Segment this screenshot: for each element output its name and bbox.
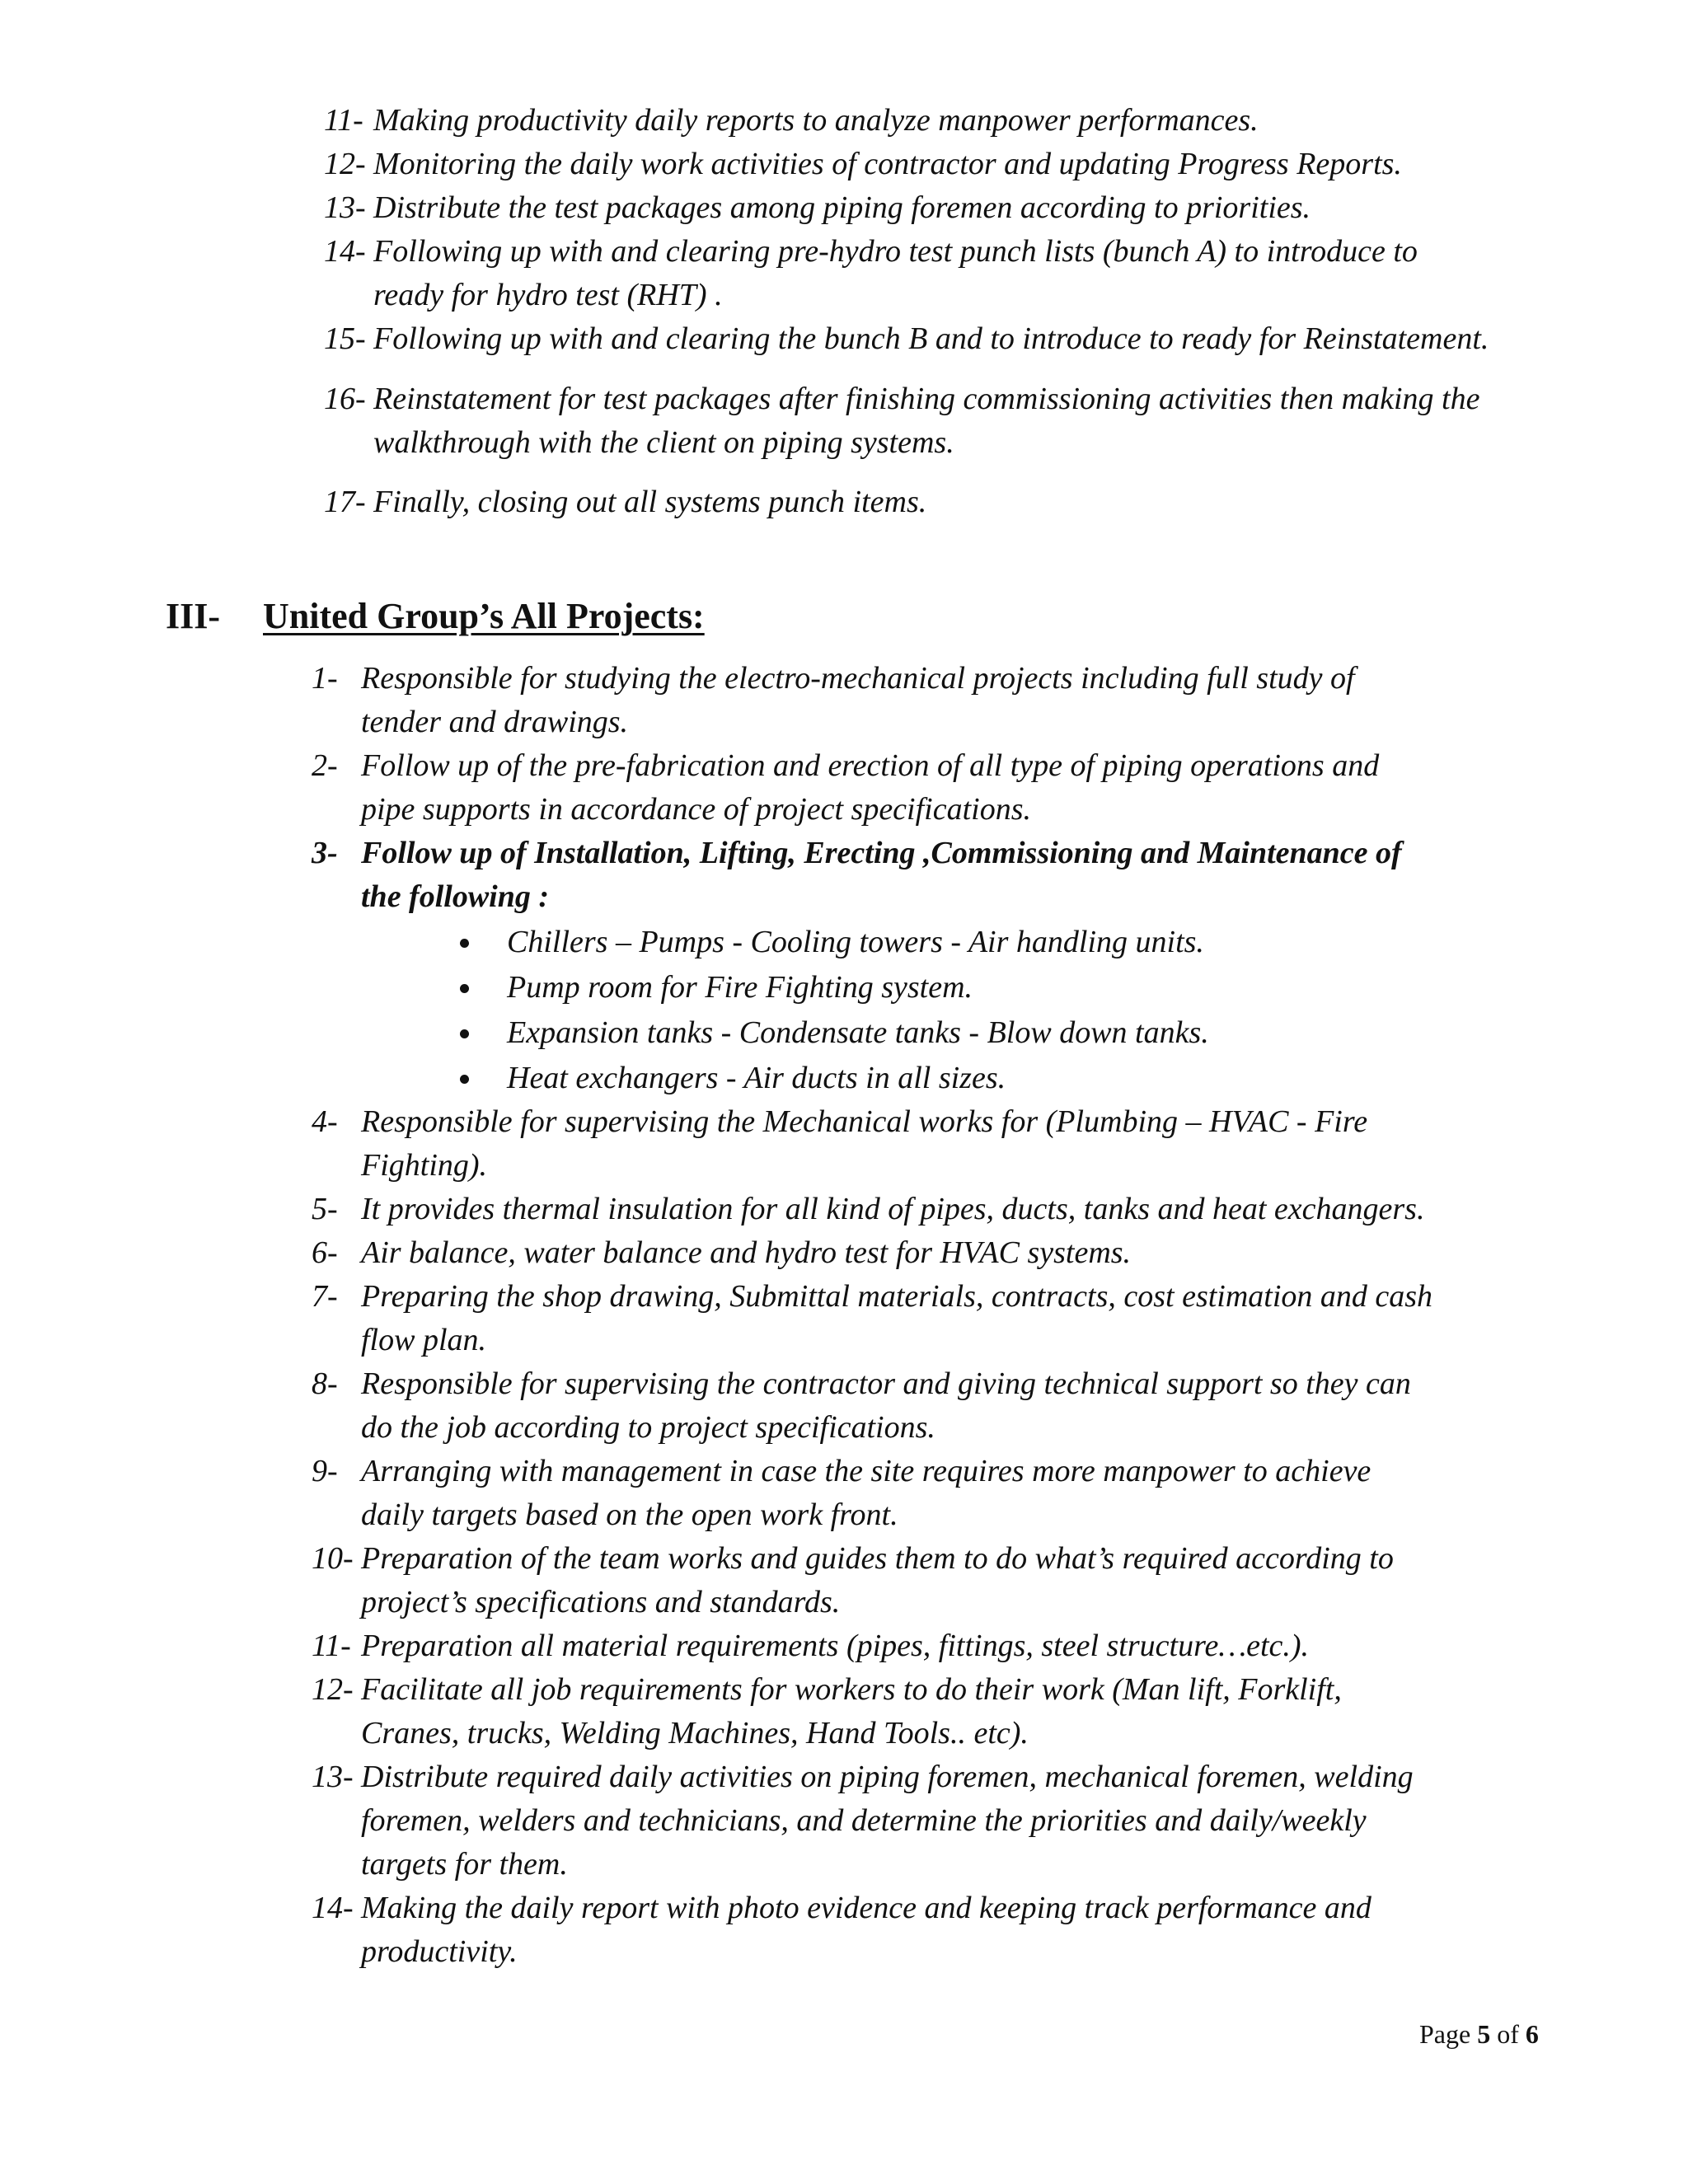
item-number: 14-: [324, 234, 366, 269]
list-item: [312, 1624, 1309, 1668]
item-number: 6-: [312, 1235, 338, 1270]
item-number: 5-: [312, 1192, 338, 1226]
item-text: Fighting).: [361, 1148, 488, 1183]
item-number: 4-: [312, 1104, 338, 1139]
item-text: productivity.: [361, 1934, 518, 1969]
bullet-text: Expansion tanks - Condensate tanks - Blow down tanks.: [507, 1015, 1209, 1050]
list-item: [312, 1450, 1371, 1537]
item-text: Monitoring the daily work activities of contractor and updating Progress Reports.: [373, 147, 1402, 181]
bullet-dot-icon: [460, 939, 469, 948]
list-item: [324, 377, 1479, 465]
item-text: walkthrough with the client on piping systems.: [373, 425, 954, 460]
item-text: flow plan.: [361, 1323, 487, 1357]
item-text: Following up with and clearing the bunch B and to introduce to ready for Reinstatement.: [373, 321, 1489, 356]
item-number: 11-: [324, 103, 363, 138]
item-text: Following up with and clearing pre-hydro test punch lists (bunch A) to introduce to: [373, 234, 1418, 269]
list-item: [312, 1886, 1372, 1974]
item-text: Preparing the shop drawing, Submittal materials, contracts, cost estimation and cash: [361, 1279, 1433, 1314]
item-text: Distribute required daily activities on piping foremen, mechanical foremen, welding: [361, 1760, 1414, 1794]
item-number: 1-: [312, 661, 338, 696]
item-number: 9-: [312, 1454, 338, 1488]
item-number: 11-: [312, 1629, 351, 1663]
item-text: Arranging with management in case the site requires more manpower to achieve: [361, 1454, 1372, 1488]
item-text: Finally, closing out all systems punch items.: [373, 485, 927, 519]
item-text: Distribute the test packages among piping foremen according to priorities.: [373, 190, 1311, 225]
item-text: tender and drawings.: [361, 705, 629, 739]
bullet-text: Chillers – Pumps - Cooling towers - Air handling units.: [507, 925, 1204, 959]
list-item: [312, 1362, 1411, 1450]
item-text: Cranes, trucks, Welding Machines, Hand Tools.. etc).: [361, 1716, 1029, 1750]
item-text: Reinstatement for test packages after finishing commissioning activities then making the: [373, 382, 1480, 416]
bullet-dot-icon: [460, 984, 469, 993]
page-number-footer: [1419, 2019, 1539, 2050]
item-text: Follow up of the pre-fabrication and erection of all type of piping operations and: [361, 748, 1380, 783]
bullet-text: Pump room for Fire Fighting system.: [507, 970, 973, 1005]
item-text: Making productivity daily reports to analyze manpower performances.: [373, 103, 1259, 138]
item-number: 16-: [324, 382, 366, 416]
section-title: United Group’s All Projects:: [263, 596, 705, 636]
item-text: Facilitate all job requirements for workers to do their work (Man lift, Forklift,: [361, 1672, 1342, 1707]
item-number: 14-: [312, 1891, 354, 1925]
item-text: Responsible for supervising the contractor and giving technical support so they can: [361, 1366, 1411, 1401]
page-current: 5: [1477, 2019, 1491, 2049]
item-text: Follow up of Installation, Lifting, Erecting ,Commissioning and Maintenance of: [361, 836, 1402, 870]
item-number: 7-: [312, 1279, 338, 1314]
item-text: daily targets based on the open work front.: [361, 1497, 898, 1532]
item-number: 3-: [312, 836, 338, 870]
list-item: [312, 744, 1379, 832]
item-text: targets for them.: [361, 1847, 568, 1882]
item-text: ready for hydro test (RHT) .: [373, 278, 723, 312]
item-text: project’s specifications and standards.: [361, 1585, 841, 1619]
item-number: 2-: [312, 748, 338, 783]
page-total: 6: [1525, 2019, 1539, 2049]
list-item: [324, 230, 1418, 317]
item-text: Making the daily report with photo evidence and keeping track performance and: [361, 1891, 1372, 1925]
list-item: [324, 317, 1489, 361]
item-text: Preparation all material requirements (pipes, fittings, steel structure…etc.).: [361, 1629, 1310, 1663]
item-text: Responsible for supervising the Mechanical works for (Plumbing – HVAC - Fire: [361, 1104, 1368, 1139]
list-item: [312, 1537, 1394, 1624]
page-label: Page: [1419, 2019, 1471, 2049]
item-text: Air balance, water balance and hydro test for HVAC systems.: [361, 1235, 1132, 1270]
of-label: of: [1497, 2019, 1519, 2049]
list-item: [312, 832, 1402, 919]
item-text: foremen, welders and technicians, and determine the priorities and daily/weekly: [361, 1803, 1367, 1838]
list-item: [312, 657, 1355, 744]
bullet-dot-icon: [460, 1029, 469, 1038]
item-number: 8-: [312, 1366, 338, 1401]
list-item: [324, 143, 1402, 186]
item-number: 10-: [312, 1541, 354, 1576]
item-number: 12-: [312, 1672, 354, 1707]
list-item: [312, 1188, 1424, 1231]
item-text: Responsible for studying the electro-mechanical projects including full study of: [361, 661, 1355, 696]
bullet-text: Heat exchangers - Air ducts in all sizes.: [507, 1061, 1006, 1095]
list-item: [312, 1100, 1367, 1188]
item-text: It provides thermal insulation for all kind of pipes, ducts, tanks and heat exchangers.: [361, 1192, 1425, 1226]
item-number: 17-: [324, 485, 366, 519]
list-item: [312, 1755, 1414, 1886]
item-text: the following :: [361, 879, 550, 914]
bullet-dot-icon: [460, 1075, 469, 1084]
item-text: do the job according to project specifications.: [361, 1410, 935, 1445]
item-number: 13-: [312, 1760, 354, 1794]
list-item: [324, 99, 1259, 143]
list-item: [312, 1275, 1432, 1362]
item-number: 15-: [324, 321, 366, 356]
item-text: Preparation of the team works and guides them to do what’s required according to: [361, 1541, 1394, 1576]
item-text: pipe supports in accordance of project specifications.: [361, 792, 1031, 827]
list-item: [312, 1231, 1131, 1275]
section-numeral: III-: [166, 596, 221, 636]
item-number: 12-: [324, 147, 366, 181]
list-item: [324, 480, 926, 524]
list-item: [324, 186, 1311, 230]
list-item: [312, 1668, 1342, 1755]
item-number: 13-: [324, 190, 366, 225]
